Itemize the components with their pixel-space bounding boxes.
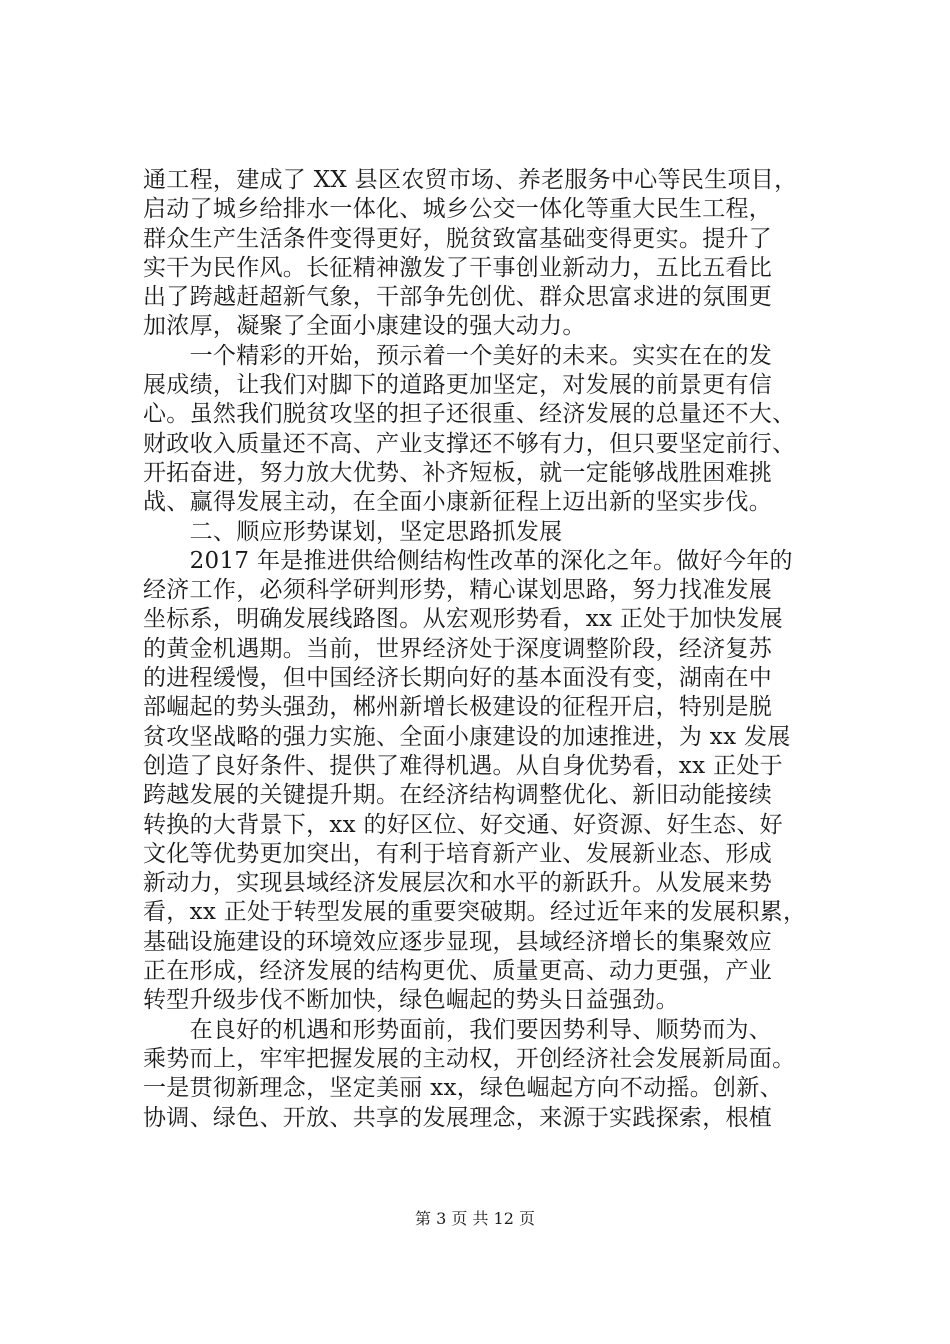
text-line: 部崛起的势头强劲，郴州新增长极建设的征程开启，特别是脱 bbox=[143, 694, 773, 721]
text-line: 正在形成，经济发展的结构更优、质量更高、动力更强，产业 bbox=[143, 958, 773, 985]
text-line: 2017 年是推进供给侧结构性改革的深化之年。做好今年的 bbox=[143, 547, 793, 574]
text-line: 看，xx 正处于转型发展的重要突破期。经过近年来的发展积累， bbox=[143, 899, 807, 926]
text-line: 战、赢得发展主动，在全面小康新征程上迈出新的坚实步伐。 bbox=[143, 489, 773, 516]
text-line: 开拓奋进，努力放大优势、补齐短板，就一定能够战胜困难挑 bbox=[143, 459, 773, 486]
text-line: 心。虽然我们脱贫攻坚的担子还很重、经济发展的总量还不大、 bbox=[143, 401, 796, 428]
text-line: 转型升级步伐不断加快，绿色崛起的势头日益强劲。 bbox=[143, 987, 679, 1014]
text-line: 贫攻坚战略的强力实施、全面小康建设的加速推进，为 xx 发展 bbox=[143, 723, 791, 750]
text-line: 通工程，建成了 XX 县区农贸市场、养老服务中心等民生项目， bbox=[143, 167, 798, 193]
page-number-footer: 第 3 页 共 12 页 bbox=[415, 1209, 535, 1228]
text-line: 在良好的机遇和形势面前，我们要因势利导、顺势而为、 bbox=[143, 1016, 773, 1043]
text-line: 基础设施建设的环境效应逐步显现，县域经济增长的集聚效应 bbox=[143, 928, 773, 955]
text-line: 的进程缓慢，但中国经济长期向好的基本面没有变，湖南在中 bbox=[143, 665, 773, 692]
text-line: 坐标系，明确发展线路图。从宏观形势看，xx 正处于加快发展 bbox=[143, 606, 783, 633]
text-line: 财政收入质量还不高、产业支撑还不够有力，但只要坚定前行、 bbox=[143, 430, 796, 457]
text-line: 协调、绿色、开放、共享的发展理念，来源于实践探索，根植 bbox=[143, 1104, 773, 1131]
section-heading: 二、顺应形势谋划，坚定思路抓发展 bbox=[143, 518, 563, 545]
text-line: 群众生产生活条件变得更好，脱贫致富基础变得更实。提升了 bbox=[143, 225, 773, 252]
text-line: 文化等优势更加突出，有利于培育新产业、发展新业态、形成 bbox=[143, 840, 773, 867]
text-line: 加浓厚，凝聚了全面小康建设的强大动力。 bbox=[143, 313, 586, 340]
text-line: 乘势而上，牢牢把握发展的主动权，开创经济社会发展新局面。 bbox=[143, 1045, 796, 1072]
text-line: 跨越发展的关键提升期。在经济结构调整优化、新旧动能接续 bbox=[143, 782, 773, 809]
text-line: 新动力，实现县域经济发展层次和水平的新跃升。从发展来势 bbox=[143, 870, 773, 897]
text-line: 经济工作，必须科学研判形势，精心谋划思路，努力找准发展 bbox=[143, 577, 773, 604]
text-line: 一个精彩的开始，预示着一个美好的未来。实实在在的发 bbox=[143, 342, 773, 369]
text-line: 启动了城乡给排水一体化、城乡公交一体化等重大民生工程， bbox=[143, 196, 773, 223]
text-line: 创造了良好条件、提供了难得机遇。从自身优势看，xx 正处于 bbox=[143, 752, 783, 779]
text-line: 出了跨越赶超新气象，干部争先创优、群众思富求进的氛围更 bbox=[143, 284, 773, 311]
text-line: 转换的大背景下，xx 的好区位、好交通、好资源、好生态、好 bbox=[143, 811, 783, 838]
text-line: 的黄金机遇期。当前，世界经济处于深度调整阶段，经济复苏 bbox=[143, 635, 773, 662]
text-line: 一是贯彻新理念，坚定美丽 xx，绿色崛起方向不动摇。创新、 bbox=[143, 1075, 783, 1102]
text-line: 展成绩，让我们对脚下的道路更加坚定，对发展的前景更有信 bbox=[143, 372, 773, 399]
document-body bbox=[143, 166, 833, 1133]
text-line: 实干为民作风。长征精神激发了干事创业新动力，五比五看比 bbox=[143, 254, 773, 281]
